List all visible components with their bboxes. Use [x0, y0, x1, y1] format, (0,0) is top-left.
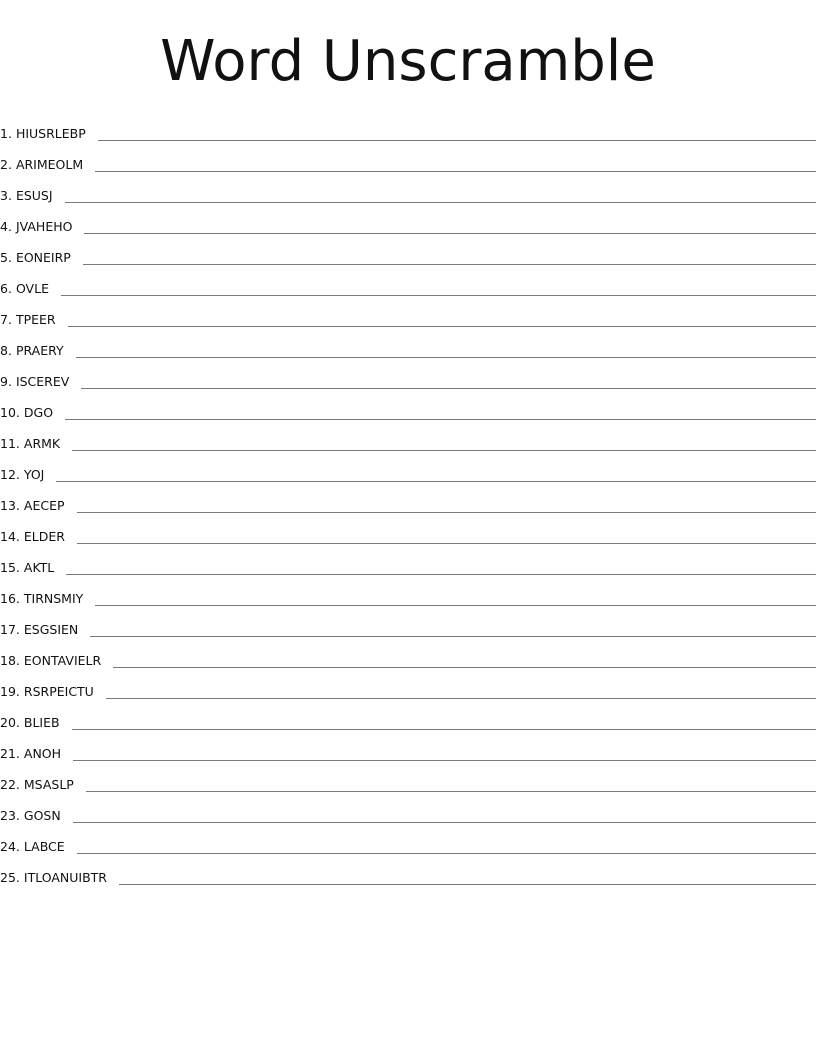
answer-line[interactable] [77, 542, 816, 544]
item-number: 13. [0, 498, 20, 513]
list-item [0, 825, 816, 856]
item-number: 21. [0, 746, 20, 761]
answer-line[interactable] [65, 201, 816, 203]
answer-line[interactable] [73, 759, 816, 761]
scrambled-word-label [0, 125, 86, 143]
answer-line[interactable] [84, 232, 816, 234]
item-number: 25. [0, 870, 20, 885]
scrambled-word: ARMK [23, 436, 61, 451]
item-number: 11. [0, 436, 20, 451]
answer-line[interactable] [95, 604, 816, 606]
answer-line[interactable] [56, 480, 816, 482]
item-number: 9. [0, 374, 12, 389]
list-item [0, 329, 816, 360]
scrambled-word-label [0, 807, 61, 825]
scrambled-word-label [0, 466, 44, 484]
answer-line[interactable] [83, 263, 816, 265]
scrambled-word: ELDER [23, 529, 65, 544]
answer-line[interactable] [113, 666, 816, 668]
item-number: 3. [0, 188, 12, 203]
scrambled-word-label [0, 218, 72, 236]
answer-line[interactable] [95, 170, 816, 172]
answer-line[interactable] [77, 852, 816, 854]
item-number: 2. [0, 157, 12, 172]
scrambled-word-label [0, 745, 61, 763]
list-item [0, 267, 816, 298]
answer-line[interactable] [98, 139, 816, 141]
scrambled-word: LABCE [23, 839, 65, 854]
answer-line[interactable] [61, 294, 816, 296]
scrambled-word-label [0, 869, 107, 887]
answer-line[interactable] [106, 697, 816, 699]
list-item [0, 484, 816, 515]
item-number: 6. [0, 281, 12, 296]
answer-line[interactable] [90, 635, 816, 637]
scrambled-word-label [0, 311, 56, 329]
item-number: 18. [0, 653, 20, 668]
answer-line[interactable] [68, 325, 816, 327]
scrambled-word: TPEER [15, 312, 56, 327]
list-item [0, 298, 816, 329]
scrambled-word: ESUSJ [15, 188, 53, 203]
scrambled-word: MSASLP [23, 777, 74, 792]
answer-line[interactable] [76, 356, 816, 358]
list-item [0, 143, 816, 174]
item-number: 14. [0, 529, 20, 544]
answer-line[interactable] [66, 573, 816, 575]
scrambled-word-label [0, 838, 65, 856]
scrambled-word-label [0, 652, 101, 670]
answer-line[interactable] [119, 883, 816, 885]
list-item [0, 763, 816, 794]
scrambled-word: ITLOANUIBTR [23, 870, 107, 885]
answer-line[interactable] [86, 790, 816, 792]
scrambled-word-label [0, 280, 49, 298]
scrambled-word: ISCEREV [15, 374, 70, 389]
answer-line[interactable] [73, 821, 816, 823]
scrambled-word: AECEP [23, 498, 65, 513]
item-number: 22. [0, 777, 20, 792]
scrambled-word-label [0, 404, 53, 422]
list-item [0, 639, 816, 670]
scrambled-word: RSRPEICTU [23, 684, 94, 699]
scrambled-word-label [0, 435, 60, 453]
item-number: 1. [0, 126, 12, 141]
list-item [0, 577, 816, 608]
answer-line[interactable] [72, 449, 816, 451]
item-number: 12. [0, 467, 20, 482]
item-number: 16. [0, 591, 20, 606]
list-item [0, 515, 816, 546]
scrambled-word-label [0, 776, 74, 794]
list-item [0, 546, 816, 577]
list-item [0, 360, 816, 391]
list-item [0, 422, 816, 453]
item-number: 5. [0, 250, 12, 265]
item-number: 4. [0, 219, 12, 234]
scrambled-word-label [0, 528, 65, 546]
scrambled-word-label [0, 714, 60, 732]
scrambled-word: OVLE [15, 281, 49, 296]
scrambled-word-label [0, 497, 65, 515]
list-item [0, 794, 816, 825]
item-number: 7. [0, 312, 12, 327]
item-number: 19. [0, 684, 20, 699]
list-item [0, 112, 816, 143]
scrambled-word-label [0, 373, 69, 391]
page-title: Word Unscramble [160, 29, 656, 94]
scrambled-word: PRAERY [15, 343, 64, 358]
item-number: 10. [0, 405, 20, 420]
scrambled-word-label [0, 621, 78, 639]
scrambled-word: JVAHEHO [15, 219, 73, 234]
scrambled-word: EONEIRP [15, 250, 71, 265]
scrambled-word: YOJ [23, 467, 45, 482]
item-number: 17. [0, 622, 20, 637]
list-item [0, 453, 816, 484]
answer-line[interactable] [77, 511, 816, 513]
scrambled-word: EONTAVIELR [23, 653, 102, 668]
scrambled-word-label [0, 683, 94, 701]
scrambled-word: HIUSRLEBP [15, 126, 86, 141]
list-item [0, 174, 816, 205]
answer-line[interactable] [72, 728, 816, 730]
list-item [0, 391, 816, 422]
word-list [0, 112, 816, 887]
scrambled-word-label [0, 187, 53, 205]
item-number: 8. [0, 343, 12, 358]
answer-line[interactable] [81, 387, 816, 389]
scrambled-word: ANOH [23, 746, 62, 761]
scrambled-word-label [0, 559, 54, 577]
scrambled-word-label [0, 249, 71, 267]
answer-line[interactable] [65, 418, 816, 420]
item-number: 15. [0, 560, 20, 575]
list-item [0, 701, 816, 732]
scrambled-word: TIRNSMIY [23, 591, 84, 606]
list-item [0, 205, 816, 236]
item-number: 20. [0, 715, 20, 730]
scrambled-word-label [0, 590, 83, 608]
scrambled-word: ARIMEOLM [15, 157, 84, 172]
list-item [0, 608, 816, 639]
scrambled-word-label [0, 342, 64, 360]
scrambled-word: AKTL [23, 560, 55, 575]
list-item [0, 856, 816, 887]
scrambled-word: BLIEB [23, 715, 60, 730]
item-number: 23. [0, 808, 20, 823]
scrambled-word: ESGSIEN [23, 622, 79, 637]
scrambled-word-label [0, 156, 83, 174]
item-number: 24. [0, 839, 20, 854]
scrambled-word: GOSN [23, 808, 61, 823]
list-item [0, 732, 816, 763]
list-item [0, 236, 816, 267]
scrambled-word: DGO [23, 405, 54, 420]
list-item [0, 670, 816, 701]
